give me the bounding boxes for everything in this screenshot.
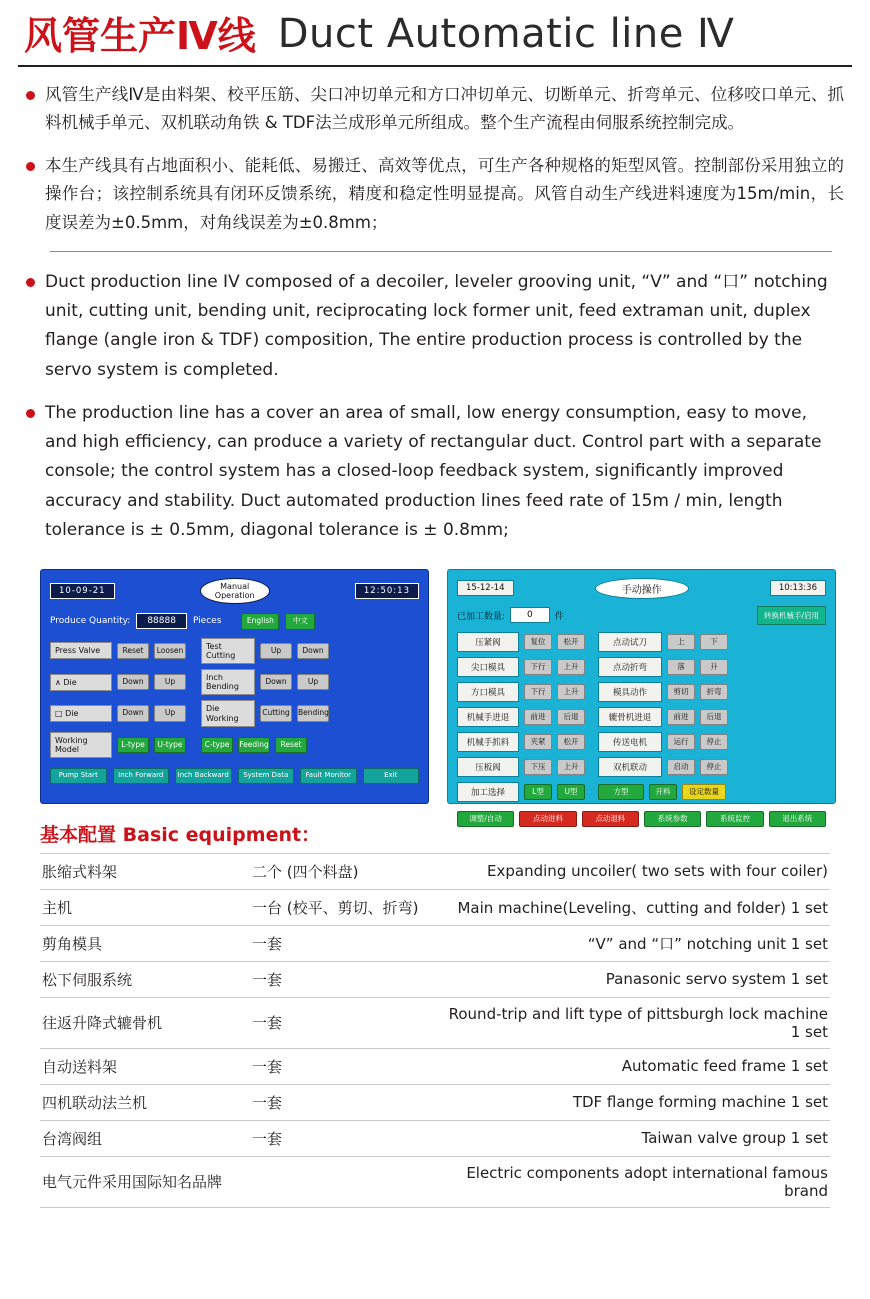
table-row xyxy=(40,889,830,925)
equipment-name-en: TDF flange forming machine 1 set xyxy=(440,1084,830,1120)
equipment-qty-cn: 二个 (四个料盘) xyxy=(250,853,440,889)
hmi-b-label: 机械手进退 xyxy=(457,707,519,727)
hmi-a-label: Press Valve xyxy=(50,642,112,659)
hmi-b-button[interactable]: 上升 xyxy=(557,659,585,675)
hmi-a-row xyxy=(50,732,419,758)
bullet-item xyxy=(26,81,844,138)
hmi-a-bottom-button[interactable]: Pump Start xyxy=(50,768,107,784)
equipment-name-en: Expanding uncoiler( two sets with four coiler) xyxy=(440,853,830,889)
table-row xyxy=(40,925,830,961)
equipment-name-en: Taiwan valve group 1 set xyxy=(440,1120,830,1156)
hmi-b-label: 点动试刀 xyxy=(598,632,662,652)
hmi-b-row xyxy=(457,632,826,652)
hmi-b-qty-label: 已加工数量: xyxy=(457,611,506,622)
hmi-b-bottom-button[interactable]: 系统监控 xyxy=(706,811,763,827)
hmi-a-label: Inch Bending xyxy=(201,669,255,695)
hmi-b-label: 尖口模具 xyxy=(457,657,519,677)
equipment-footer-cn: 电气元件采用国际知名品牌 xyxy=(40,1156,440,1207)
hmi-a-bottom-button[interactable]: Inch Backward xyxy=(175,768,232,784)
hmi-b-row xyxy=(457,707,826,727)
hmi-b-label: 机械手抓料 xyxy=(457,732,519,752)
hmi-b-button-grid xyxy=(457,632,826,802)
table-row xyxy=(40,961,830,997)
hmi-screen-english xyxy=(40,569,429,804)
bullet-dot-icon xyxy=(26,91,35,100)
hmi-b-button[interactable]: 升 xyxy=(700,659,728,675)
equipment-name-en: Round-trip and lift type of pittsburgh lock machine 1 set xyxy=(440,997,830,1048)
hmi-a-button[interactable]: Bending xyxy=(297,705,329,721)
hmi-a-button[interactable]: Reset xyxy=(117,643,149,659)
page-title-en: Duct Automatic line Ⅳ xyxy=(277,11,735,57)
hmi-a-bottom-bar xyxy=(50,768,419,784)
table-row xyxy=(40,997,830,1048)
table-row xyxy=(40,1084,830,1120)
hmi-b-button[interactable]: 下行 xyxy=(524,659,552,675)
page-header xyxy=(18,0,852,67)
hmi-b-button[interactable]: 下压 xyxy=(524,759,552,775)
hmi-a-button[interactable]: L-type xyxy=(117,737,149,753)
hmi-b-button[interactable]: 下 xyxy=(700,634,728,650)
hmi-a-button-grid xyxy=(50,638,419,759)
page-title-cn: 风管生产Ⅳ线 xyxy=(24,14,256,58)
equipment-name-cn: 四机联动法兰机 xyxy=(40,1084,250,1120)
equipment-qty-cn: 一套 xyxy=(250,1120,440,1156)
description-section xyxy=(18,67,852,545)
hmi-b-button[interactable]: 剪切 xyxy=(667,684,695,700)
equipment-name-cn: 主机 xyxy=(40,889,250,925)
hmi-a-button[interactable]: C-type xyxy=(201,737,233,753)
hmi-b-button[interactable]: 运行 xyxy=(667,734,695,750)
hmi-b-label: 加工选择 xyxy=(457,782,519,802)
bullet-item xyxy=(26,268,844,385)
hmi-a-button[interactable]: Down xyxy=(297,643,329,659)
hmi-b-bottom-button[interactable]: 点动进料 xyxy=(519,811,576,827)
equipment-name-cn: 台湾阀组 xyxy=(40,1120,250,1156)
hmi-b-bottom-bar xyxy=(457,811,826,827)
hmi-b-label: 方口模具 xyxy=(457,682,519,702)
hmi-a-mode-title: Manual Operation xyxy=(200,578,270,604)
hmi-b-button[interactable]: 上升 xyxy=(557,684,585,700)
equipment-name-en: Main machine(Leveling、cutting and folder) 1 set xyxy=(440,889,830,925)
hmi-a-row xyxy=(50,700,419,726)
hmi-a-bottom-button[interactable]: Fault Monitor xyxy=(300,768,357,784)
equipment-name-cn: 自动送料架 xyxy=(40,1048,250,1084)
hmi-b-topbar xyxy=(457,578,826,599)
table-row xyxy=(40,853,830,889)
hmi-b-label: 压紧阀 xyxy=(457,632,519,652)
hmi-a-language-group xyxy=(241,613,315,629)
hmi-b-qty-unit: 件 xyxy=(554,611,564,622)
hmi-b-button[interactable]: 下行 xyxy=(524,684,552,700)
hmi-a-button[interactable]: Reset xyxy=(275,737,307,753)
equipment-qty-cn: 一套 xyxy=(250,925,440,961)
hmi-a-button[interactable]: Up xyxy=(297,674,329,690)
equipment-qty-cn: 一套 xyxy=(250,997,440,1048)
hmi-a-button[interactable]: Loosen xyxy=(154,643,186,659)
equipment-footer-en: Electric components adopt international famous brand xyxy=(440,1156,830,1207)
hmi-b-button[interactable]: 开料 xyxy=(649,784,677,800)
hmi-b-row xyxy=(457,682,826,702)
hmi-b-label: 模具动作 xyxy=(598,682,662,702)
hmi-b-button[interactable]: 折弯 xyxy=(700,684,728,700)
bullet-item xyxy=(26,152,844,237)
hmi-b-label: 辘骨机进退 xyxy=(598,707,662,727)
equipment-qty-cn: 一套 xyxy=(250,1084,440,1120)
hmi-b-date: 15-12-14 xyxy=(457,580,514,596)
equipment-table xyxy=(40,853,830,1208)
hmi-b-button[interactable]: 上 xyxy=(667,634,695,650)
hmi-b-button[interactable]: 落 xyxy=(667,659,695,675)
hmi-b-row xyxy=(457,782,826,802)
hmi-b-button[interactable]: 松开 xyxy=(557,634,585,650)
hmi-b-row xyxy=(457,757,826,777)
equipment-name-en: “V” and “口” notching unit 1 set xyxy=(440,925,830,961)
hmi-a-button[interactable]: Up xyxy=(154,674,186,690)
hmi-a-bottom-button[interactable]: Exit xyxy=(363,768,420,784)
hmi-b-row xyxy=(457,732,826,752)
equipment-qty-cn: 一台 (校平、剪切、折弯) xyxy=(250,889,440,925)
equipment-name-en: Panasonic servo system 1 set xyxy=(440,961,830,997)
bullet-dot-icon xyxy=(26,278,35,287)
hmi-b-bottom-button[interactable]: 调整/自动 xyxy=(457,811,514,827)
hmi-a-button[interactable]: Down xyxy=(117,674,149,690)
hmi-a-label: □ Die xyxy=(50,705,112,722)
hmi-a-button[interactable]: Feeding xyxy=(238,737,270,753)
hmi-b-button[interactable]: 前进 xyxy=(667,709,695,725)
hmi-a-button[interactable]: Up xyxy=(260,643,292,659)
hmi-b-button[interactable]: L型 xyxy=(524,784,552,800)
table-row xyxy=(40,1120,830,1156)
hmi-a-row xyxy=(50,638,419,664)
hmi-b-button[interactable]: U型 xyxy=(557,784,585,800)
hmi-a-date: 10-09-21 xyxy=(50,583,115,599)
hmi-a-row xyxy=(50,669,419,695)
hmi-b-bottom-button[interactable]: 点动退料 xyxy=(582,811,639,827)
hmi-a-lang-en[interactable]: English xyxy=(241,613,279,629)
hmi-b-time: 10:13:36 xyxy=(770,580,826,596)
hmi-b-button[interactable]: 方型 xyxy=(598,784,644,800)
equipment-heading-cn: 基本配置 xyxy=(40,823,117,846)
hmi-b-button[interactable]: 复位 xyxy=(524,634,552,650)
hmi-b-button[interactable]: 夹紧 xyxy=(524,734,552,750)
hmi-a-bottom-button[interactable]: System Data xyxy=(238,768,295,784)
hmi-a-label: ∧ Die xyxy=(50,674,112,691)
equipment-heading-en: Basic equipment： xyxy=(122,823,321,846)
hmi-b-row xyxy=(457,657,826,677)
equipment-name-cn: 胀缩式料架 xyxy=(40,853,250,889)
section-divider xyxy=(50,251,832,252)
hmi-b-label: 传送电机 xyxy=(598,732,662,752)
hmi-a-label: Die Working xyxy=(201,700,255,726)
hmi-b-button[interactable]: 停止 xyxy=(700,759,728,775)
bullet-text-en-2: The production line has a cover an area of small, low energy consumption, easy to move, and high efficiency, can produce a variety of rectangular duct. Control part with a separate console; the control system has a closed-loop feedback system, significantly improved accuracy and stability. Duct automated production lines feed rate of 15m / min, length tolerance is ± 0.5mm, diagonal tolerance is ± 0.8mm; xyxy=(45,402,822,540)
hmi-b-quantity-row xyxy=(457,606,826,625)
hmi-b-title: 手动操作 xyxy=(595,578,689,599)
hmi-a-label: Test Cutting xyxy=(201,638,255,664)
hmi-b-qty-value[interactable]: 0 xyxy=(510,607,550,623)
hmi-b-bottom-button[interactable]: 退出系统 xyxy=(769,811,826,827)
bullet-text-cn-2: 本生产线具有占地面积小、能耗低、易搬迁、高效等优点，可生产各种规格的矩型风管。控制部份采用独立的操作台；该控制系统具有闭环反馈系统，精度和稳定性明显提高。风管自动生产线进料速度为15m/min，长度误差为±0.5mm，对角线误差为±0.8mm； xyxy=(45,155,844,232)
hmi-a-qty-label: Produce Quantity: xyxy=(50,616,131,627)
hmi-a-quantity-row xyxy=(50,613,419,629)
equipment-name-cn: 往返升降式辘骨机 xyxy=(40,997,250,1048)
hmi-b-button[interactable]: 设定数量 xyxy=(682,784,726,800)
hmi-b-hand-toggle[interactable]: 转换机械手/启用 xyxy=(757,606,826,625)
hmi-b-button[interactable]: 后退 xyxy=(700,709,728,725)
hmi-a-button[interactable]: Up xyxy=(154,705,186,721)
hmi-screen-chinese xyxy=(447,569,836,823)
equipment-name-en: Automatic feed frame 1 set xyxy=(440,1048,830,1084)
hmi-a-time: 12:50:13 xyxy=(355,583,419,599)
hmi-a-button[interactable]: Down xyxy=(260,674,292,690)
hmi-b-button[interactable]: 上升 xyxy=(557,759,585,775)
equipment-name-cn: 剪角模具 xyxy=(40,925,250,961)
equipment-qty-cn: 一套 xyxy=(250,1048,440,1084)
bullet-dot-icon xyxy=(26,409,35,418)
hmi-a-button[interactable]: Cutting xyxy=(260,705,292,721)
hmi-a-qty-value[interactable]: 88888 xyxy=(136,613,187,629)
hmi-b-button[interactable]: 停止 xyxy=(700,734,728,750)
hmi-b-button[interactable]: 前进 xyxy=(524,709,552,725)
hmi-b-label: 双机联动 xyxy=(598,757,662,777)
bullet-dot-icon xyxy=(26,162,35,171)
hmi-screenshots xyxy=(18,559,852,823)
bullet-text-cn-1: 风管生产线Ⅳ是由料架、校平压筋、尖口冲切单元和方口冲切单元、切断单元、折弯单元、位移咬口单元、抓料机械手单元、双机联动角铁 & TDF法兰成形单元所组成。整个生产流程由伺服系统控制完成。 xyxy=(45,85,844,133)
hmi-b-label: 点动折弯 xyxy=(598,657,662,677)
hmi-a-button[interactable]: U-type xyxy=(154,737,186,753)
hmi-b-button[interactable]: 松开 xyxy=(557,734,585,750)
hmi-a-label: Working Model xyxy=(50,732,112,758)
hmi-a-bottom-button[interactable]: Inch Forward xyxy=(113,768,170,784)
table-row-footer xyxy=(40,1156,830,1207)
hmi-b-button[interactable]: 后退 xyxy=(557,709,585,725)
equipment-qty-cn: 一套 xyxy=(250,961,440,997)
bullet-text-en-1: Duct production line IV composed of a decoiler, leveler grooving unit, “V” and “口” notching unit, cutting unit, bending unit, reciprocating lock former unit, feed extraman unit, duplex flange (angle iron & TDF) composition, The entire production process is controlled by the servo system is completed. xyxy=(45,271,828,380)
equipment-name-cn: 松下伺服系统 xyxy=(40,961,250,997)
hmi-b-button[interactable]: 启动 xyxy=(667,759,695,775)
hmi-a-lang-cn[interactable]: 中文 xyxy=(285,613,315,629)
hmi-a-button[interactable]: Down xyxy=(117,705,149,721)
bullet-item xyxy=(26,399,844,545)
hmi-b-label: 压板阀 xyxy=(457,757,519,777)
hmi-a-qty-unit: Pieces xyxy=(192,616,222,627)
table-row xyxy=(40,1048,830,1084)
hmi-b-bottom-button[interactable]: 系统参数 xyxy=(644,811,701,827)
hmi-a-topbar xyxy=(50,578,419,604)
